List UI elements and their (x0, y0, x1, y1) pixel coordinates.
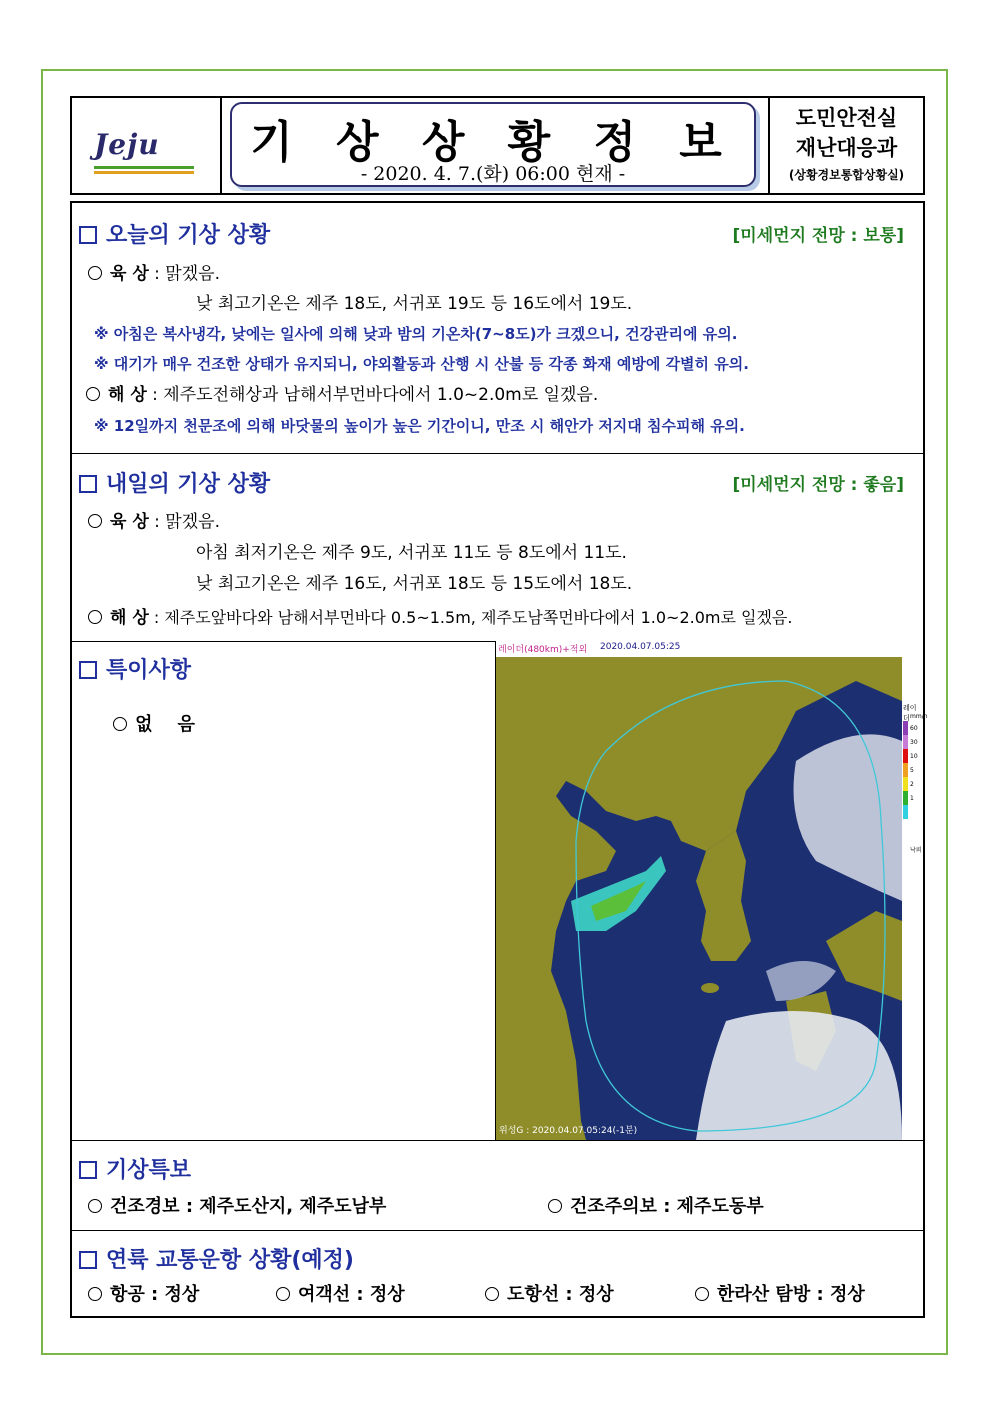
warning-item-2: 건조주의보 : 제주도동부 (548, 1192, 764, 1218)
tomorrow-land-max: 낮 최고기온은 제주 16도, 서귀포 18도 등 15도에서 18도. (196, 574, 633, 594)
legend-label: 2 (910, 781, 914, 788)
circle-bullet-icon (88, 610, 102, 624)
dept-line-2: 재난대응과 (795, 136, 898, 160)
divider (72, 1230, 923, 1231)
legend-label: 1 (910, 795, 914, 802)
legend-label: 30 (910, 739, 918, 746)
jeju-logo: Jeju (94, 128, 160, 161)
header (70, 96, 925, 195)
body-box (70, 201, 928, 1318)
tomorrow-land: 육 상 : 맑겠음. (88, 507, 220, 532)
traffic-item-air: 항공 : 정상 (88, 1280, 199, 1306)
legend-swatch (903, 805, 908, 819)
legend-label: 5 (910, 767, 914, 774)
special-section-title: 특이사항 (79, 653, 191, 684)
traffic-item-islandferry: 도항선 : 정상 (485, 1280, 614, 1306)
checkbox-icon (79, 226, 97, 244)
checkbox-icon (79, 475, 97, 493)
dept-line-3: (상황경보통합상황실) (788, 168, 905, 182)
legend-unit: mm/h (910, 713, 928, 720)
tomorrow-land-min: 아침 최저기온은 제주 9도, 서귀포 11도 등 8도에서 11도. (196, 543, 627, 563)
circle-bullet-icon (695, 1287, 709, 1301)
divider (72, 1140, 923, 1141)
special-item: 없 음 (88, 689, 195, 757)
circle-bullet-icon (86, 387, 100, 401)
today-note-1: ※ 아침은 복사냉각, 낮에는 일사에 의해 낮과 밤의 기온차(7~8도)가 크겠으니, 건강관리에 유의. (94, 325, 738, 343)
warning-item-1: 건조경보 : 제주도산지, 제주도남부 (88, 1192, 386, 1218)
today-land: 육 상 : 맑겠음. (88, 259, 220, 284)
logo-underline-green (94, 166, 194, 169)
circle-bullet-icon (88, 266, 102, 280)
today-land-temp: 낮 최고기온은 제주 18도, 서귀포 19도 등 16도에서 19도. (196, 294, 633, 314)
legend-label: 10 (910, 753, 918, 760)
circle-bullet-icon (485, 1287, 499, 1301)
traffic-section-title: 연륙 교통운항 상황(예정) (79, 1243, 354, 1274)
legend-swatch (903, 763, 908, 777)
divider (72, 453, 923, 454)
warning-section-title: 기상특보 (79, 1153, 191, 1184)
today-section-title: 오늘의 기상 상황 (79, 218, 270, 249)
satellite-footer: 위성G : 2020.04.07.05:24(-1분) (499, 1126, 638, 1136)
legend-swatch (903, 791, 908, 805)
satellite-radar-image (496, 641, 928, 1140)
title-box (230, 102, 756, 187)
today-dust-forecast: [미세먼지 전망 : 보통] (732, 226, 904, 246)
legend-swatch (903, 749, 908, 763)
traffic-item-ferry: 여객선 : 정상 (276, 1280, 405, 1306)
checkbox-icon (79, 661, 97, 679)
traffic-item-hallasan: 한라산 탐방 : 정상 (695, 1280, 865, 1306)
today-sea: 해 상 : 제주도전해상과 남해서부먼바다에서 1.0~2.0m로 일겠음. (86, 380, 598, 405)
legend-title: 레이더 (903, 704, 917, 722)
dept-line-1: 도민안전실 (795, 106, 898, 130)
tomorrow-section-title: 내일의 기상 상황 (79, 467, 270, 498)
legend-swatch (903, 721, 908, 735)
today-note-2: ※ 대기가 매우 건조한 상태가 유지되니, 야외활동과 산행 시 산불 등 각종 화재 예방에 각별히 유의. (94, 355, 749, 373)
logo-underline-orange (94, 171, 194, 174)
department-cell (768, 98, 923, 193)
circle-bullet-icon (276, 1287, 290, 1301)
checkbox-icon (79, 1251, 97, 1269)
jeju-island (701, 983, 719, 993)
tomorrow-dust-forecast: [미세먼지 전망 : 좋음] (732, 475, 904, 495)
legend-swatch (903, 735, 908, 749)
circle-bullet-icon (88, 1199, 102, 1213)
legend-label: 60 (910, 725, 918, 732)
circle-bullet-icon (548, 1199, 562, 1213)
legend-swatch (903, 777, 908, 791)
today-note-3: ※ 12일까지 천문조에 의해 바닷물의 높이가 높은 기간이니, 만조 시 해안가 저지대 침수피해 유의. (94, 417, 745, 435)
page-title: 기 상 상 황 정 보 (250, 117, 736, 168)
tomorrow-sea: 해 상 : 제주도앞바다와 남해서부먼바다 0.5~1.5m, 제주도남쪽먼바다에서 1.0~2.0m로 일겠음. (88, 603, 792, 628)
legend-lightning: 낙뢰 (910, 847, 922, 854)
circle-bullet-icon (113, 717, 127, 731)
circle-bullet-icon (88, 1287, 102, 1301)
satellite-header-right: 2020.04.07.05:25 (600, 642, 681, 652)
page-date: - 2020. 4. 7.(화) 06:00 현재 - (360, 163, 626, 185)
checkbox-icon (79, 1161, 97, 1179)
satellite-header-left: 레이더(480km)+적외 (498, 645, 588, 655)
logo-cell (72, 98, 222, 193)
circle-bullet-icon (88, 514, 102, 528)
